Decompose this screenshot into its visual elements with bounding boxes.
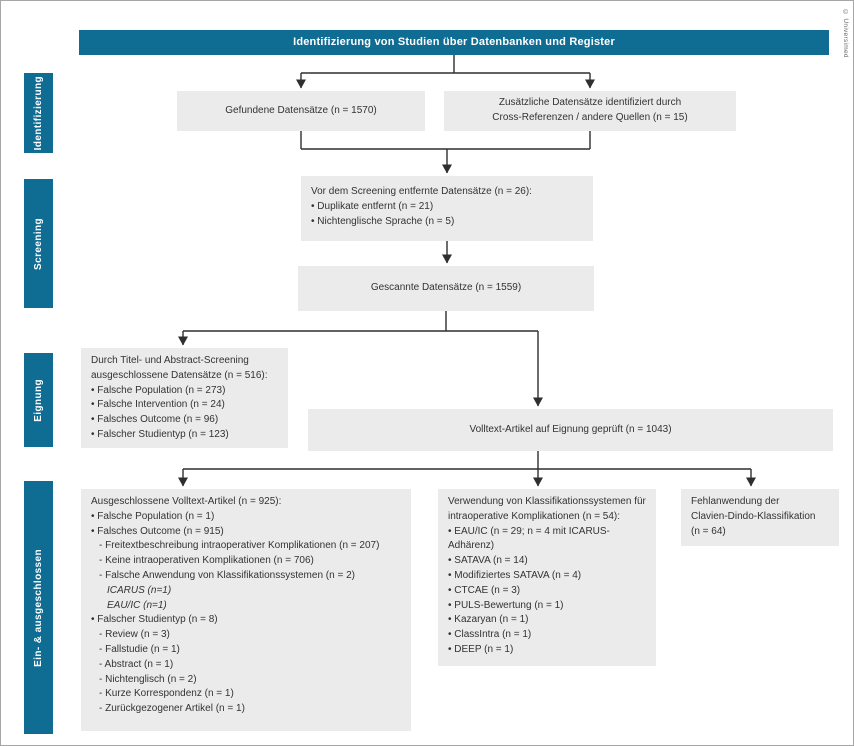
list-item: - Kurze Korrespondenz (n = 1) bbox=[99, 688, 234, 700]
list-item: - Zurückgezogener Artikel (n = 1) bbox=[99, 703, 245, 715]
box-title: Durch Titel- und Abstract-Screening ausgeschlossene Datensätze (n = 516): bbox=[91, 355, 268, 381]
list-item: • Falsche Population (n = 1) bbox=[91, 510, 215, 522]
list-item: - Review (n = 3) bbox=[99, 629, 170, 641]
list-item: EAU/IC (n=1) bbox=[107, 599, 167, 611]
list-item: • CTCAE (n = 3) bbox=[448, 584, 521, 596]
box-records-screened bbox=[298, 266, 594, 311]
phase-label: Ein- & ausgeschlossen bbox=[33, 548, 44, 667]
box-classification-systems bbox=[438, 489, 656, 666]
list-item: • Modifiziertes SATAVA (n = 4) bbox=[448, 569, 582, 581]
list-item: • DEEP (n = 1) bbox=[448, 643, 514, 655]
list-item: ICARUS (n=1) bbox=[107, 584, 172, 596]
phase-label: Eignung bbox=[33, 378, 44, 422]
phase-band-identifizierung bbox=[24, 73, 53, 153]
list-item: • Kazaryan (n = 1) bbox=[448, 614, 529, 626]
phase-band-screening bbox=[24, 179, 53, 308]
list-item: - Freitextbeschreibung intraoperativer Komplikationen (n = 207) bbox=[99, 540, 380, 552]
header-title: Identifizierung von Studien über Datenbanken und Register bbox=[293, 36, 615, 48]
list-item: • EAU/IC (n = 29; n = 4 mit ICARUS-Adhärenz) bbox=[448, 525, 610, 552]
header-bar bbox=[79, 30, 829, 55]
list-item: • Falscher Studientyp (n = 8) bbox=[91, 614, 218, 626]
box-text-line1: Zusätzliche Datensätze identifiziert durch bbox=[498, 97, 682, 109]
list-item: - Nichtenglisch (n = 2) bbox=[99, 673, 197, 685]
box-text-line2: Clavien-Dindo-Klassifikation bbox=[691, 510, 816, 522]
box-clavien-dindo-misuse bbox=[681, 489, 839, 546]
list-item: • Duplikate entfernt (n = 21) bbox=[311, 200, 434, 212]
list-item: • Falscher Studientyp (n = 123) bbox=[91, 428, 229, 440]
phase-band-ein-ausgeschlossen bbox=[24, 481, 53, 734]
box-records-found bbox=[177, 91, 425, 131]
phase-label: Screening bbox=[33, 217, 44, 270]
list-item: • PULS-Bewertung (n = 1) bbox=[448, 599, 564, 611]
box-text: Gescannte Datensätze (n = 1559) bbox=[370, 282, 522, 294]
box-title: Vor dem Screening entfernte Datensätze (n = 26): bbox=[311, 186, 532, 197]
phase-label: Identifizierung bbox=[33, 75, 44, 151]
list-item: • Falsches Outcome (n = 96) bbox=[91, 414, 219, 426]
list-item: - Falsche Anwendung von Klassifikationssystemen (n = 2) bbox=[99, 569, 355, 581]
box-fulltext-assessed bbox=[308, 409, 833, 451]
box-additional-records bbox=[444, 91, 736, 131]
box-fulltext-excluded bbox=[81, 489, 411, 731]
box-title-abstract-excluded bbox=[81, 348, 288, 448]
phase-band-eignung bbox=[24, 353, 53, 447]
box-text: Volltext-Artikel auf Eignung geprüft (n = 1043) bbox=[469, 423, 672, 435]
box-title: Ausgeschlossene Volltext-Artikel (n = 925): bbox=[91, 496, 282, 507]
list-item: • Falsche Intervention (n = 24) bbox=[91, 399, 225, 411]
box-text-line1: Fehlanwendung der bbox=[691, 496, 780, 507]
credit-label: © Universimed bbox=[842, 9, 849, 58]
box-text: Gefundene Datensätze (n = 1570) bbox=[225, 104, 377, 116]
list-item: - Fallstudie (n = 1) bbox=[99, 643, 180, 655]
list-item: • ClassIntra (n = 1) bbox=[448, 629, 532, 641]
list-item: - Abstract (n = 1) bbox=[99, 658, 174, 670]
list-item: • Nichtenglische Sprache (n = 5) bbox=[311, 215, 455, 227]
list-item: - Keine intraoperativen Komplikationen (n = 706) bbox=[99, 555, 314, 567]
box-removed-before-screening bbox=[301, 176, 593, 241]
list-item: • Falsche Population (n = 273) bbox=[91, 384, 226, 396]
list-item: • Falsches Outcome (n = 915) bbox=[91, 525, 224, 537]
box-title: Verwendung von Klassifikationssystemen für intraoperative Komplikationen (n = 54): bbox=[448, 496, 646, 522]
list-item: • SATAVA (n = 14) bbox=[448, 555, 528, 567]
box-text-line3: (n = 64) bbox=[691, 525, 726, 537]
box-text-line2: Cross-Referenzen / andere Quellen (n = 15) bbox=[492, 112, 688, 123]
